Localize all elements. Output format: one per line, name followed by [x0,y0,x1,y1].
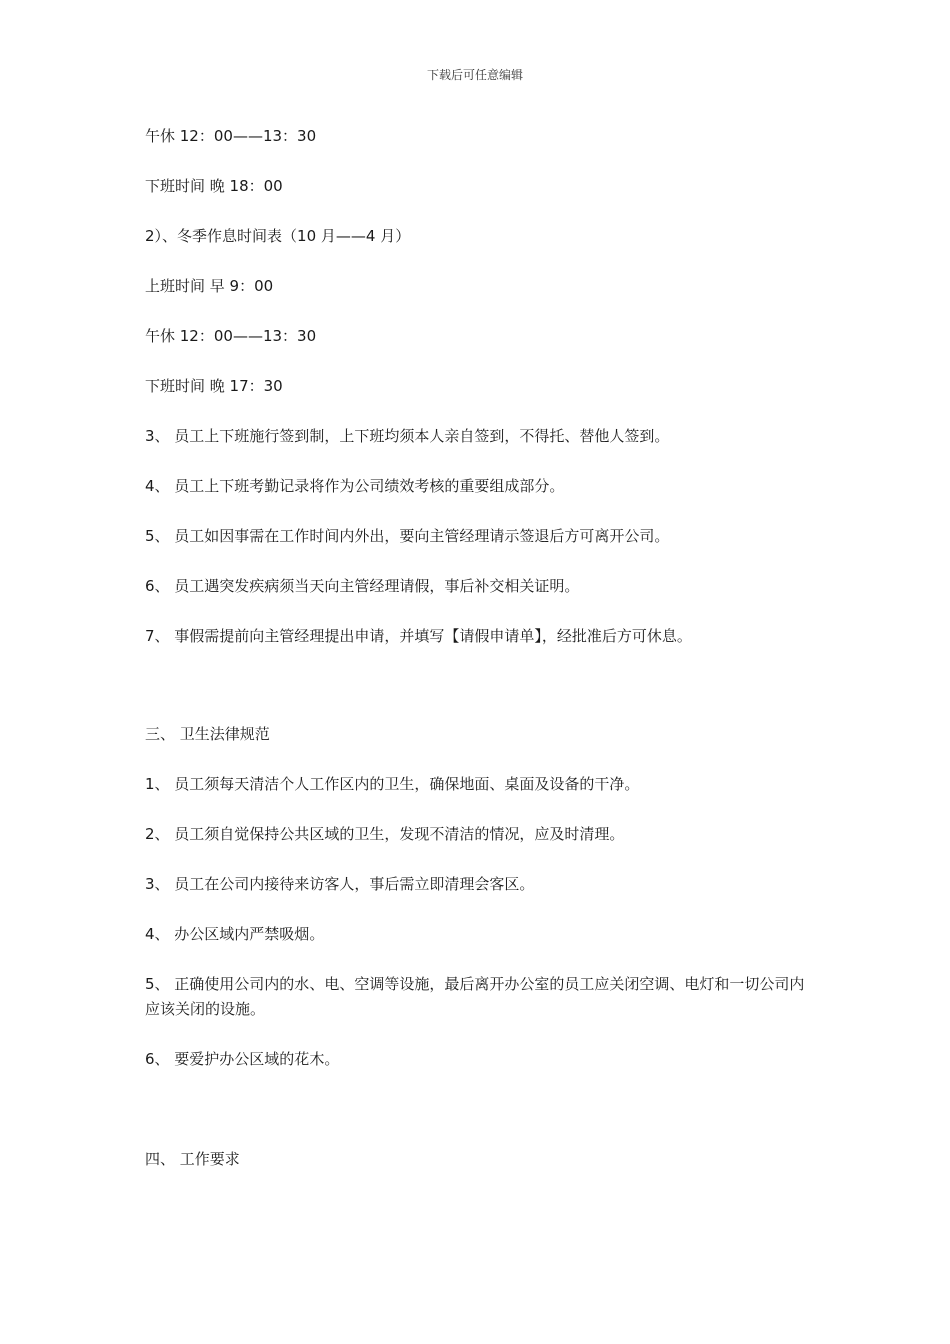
attendance-rule-5: 5、 员工如因事需在工作时间内外出，要向主管经理请示签退后方可离开公司。 [145,527,670,545]
hygiene-rule-3: 3、 员工在公司内接待来访客人，事后需立即清理会客区。 [145,875,535,893]
hygiene-rule-5: 5、 正确使用公司内的水、电、空调等设施，最后离开办公室的员工应关闭空调、电灯和一切公司内应该关闭的设施。 [145,975,805,1018]
hygiene-rule-1: 1、 员工须每天清洁个人工作区内的卫生，确保地面、桌面及设备的干净。 [145,775,640,793]
lunch-break-summer: 午休 12：00——13：30 [145,127,317,145]
attendance-rule-6: 6、 员工遇突发疾病须当天向主管经理请假，事后补交相关证明。 [145,577,580,595]
attendance-rule-4: 4、 员工上下班考勤记录将作为公司绩效考核的重要组成部分。 [145,477,565,495]
on-work-time-winter: 上班时间 早 9：00 [145,277,274,295]
attendance-rule-7: 7、 事假需提前向主管经理提出申请，并填写【请假申请单】，经批准后方可休息。 [145,627,692,645]
hygiene-rule-6: 6、 要爱护办公区域的花木。 [145,1050,340,1068]
section-heading-hygiene: 三、 卫生法律规范 [145,725,270,743]
hygiene-rule-2: 2、 员工须自觉保持公共区域的卫生，发现不清洁的情况，应及时清理。 [145,825,625,843]
page-header: 下载后可任意编辑 [426,68,523,82]
section-heading-work-requirements: 四、 工作要求 [145,1150,240,1168]
off-work-time-summer: 下班时间 晚 18：00 [145,177,283,195]
hygiene-rule-4: 4、 办公区域内严禁吸烟。 [145,925,325,943]
lunch-break-winter: 午休 12：00——13：30 [145,327,317,345]
off-work-time-winter: 下班时间 晚 17：30 [145,377,283,395]
attendance-rule-3: 3、 员工上下班施行签到制，上下班均须本人亲自签到，不得托、替他人签到。 [145,427,670,445]
winter-schedule-heading: 2）、冬季作息时间表（10 月——4 月） [145,227,411,245]
